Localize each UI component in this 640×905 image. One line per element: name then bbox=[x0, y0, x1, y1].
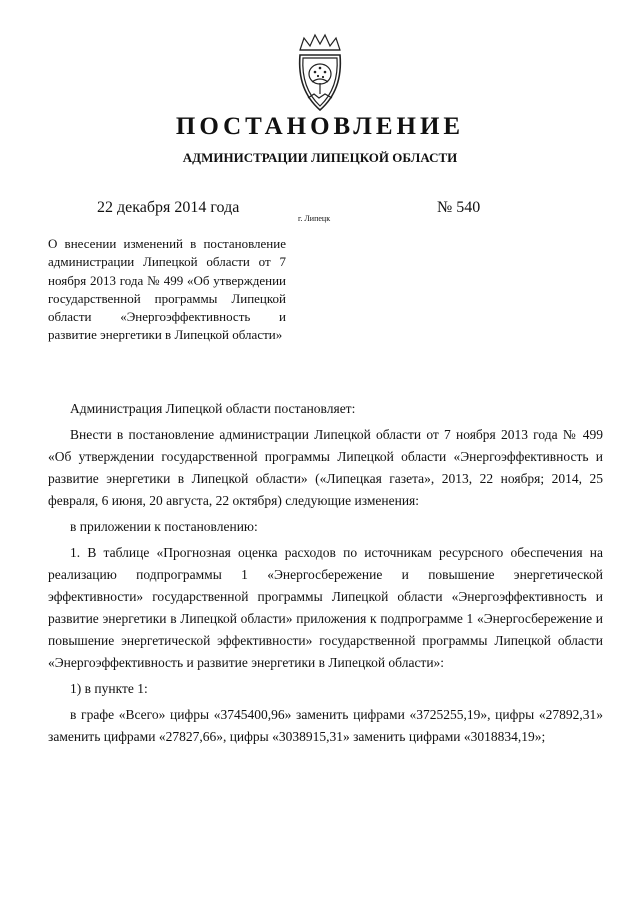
body-paragraph: 1. В таблице «Прогнозная оценка расходов по источникам ресурсного обеспечения на реализацию подпрограммы 1 «Энергосбережение и повышение энергетической эффективности» государственной программы Липецкой области «Энергоэффективность и развитие энергетики в Липецкой области» приложения к подпрограмме 1 «Энергосбережение и повышение энергетической эффективности» государственной программы Липецкой области «Энергоэффективность и развитие энергетики в Липецкой области»: bbox=[48, 545, 603, 670]
document-body bbox=[48, 398, 603, 748]
body-paragraph: 1) в пункте 1: bbox=[70, 681, 148, 696]
body-paragraph: Администрация Липецкой области постановляет: bbox=[70, 401, 356, 416]
body-paragraph: в приложении к постановлению: bbox=[70, 519, 258, 534]
document-subject: О внесении изменений в постановление администрации Липецкой области от 7 ноября 2013 года № 499 «Об утверждении государственной программы Липецкой области «Энергоэффективность и развитие энергетики в Липецкой области» bbox=[48, 236, 286, 343]
document-number: № 540 bbox=[437, 199, 481, 216]
coat-of-arms-emblem bbox=[288, 30, 352, 114]
issuer-name: АДМИНИСТРАЦИИ ЛИПЕЦКОЙ ОБЛАСТИ bbox=[182, 150, 458, 165]
body-paragraph: в графе «Всего» цифры «3745400,96» заменить цифрами «3725255,19», цифры «27892,31» заменить цифрами «27827,66», цифры «3038915,31» заменить цифрами «3018834,19»; bbox=[48, 707, 603, 744]
document-city: г. Липецк bbox=[298, 214, 331, 223]
body-paragraph: Внести в постановление администрации Липецкой области от 7 ноября 2013 года № 499 «Об утверждении государственной программы Липецкой области «Энергоэффективность и развитие энергетики в Липецкой области» («Липецкая газета», 2013, 22 ноября; 2014, 25 февраля, 6 июня, 20 августа, 22 октября) следующие изменения: bbox=[48, 427, 603, 508]
document-title: ПОСТАНОВЛЕНИЕ bbox=[175, 113, 465, 140]
document-date: 22 декабря 2014 года bbox=[97, 199, 240, 216]
